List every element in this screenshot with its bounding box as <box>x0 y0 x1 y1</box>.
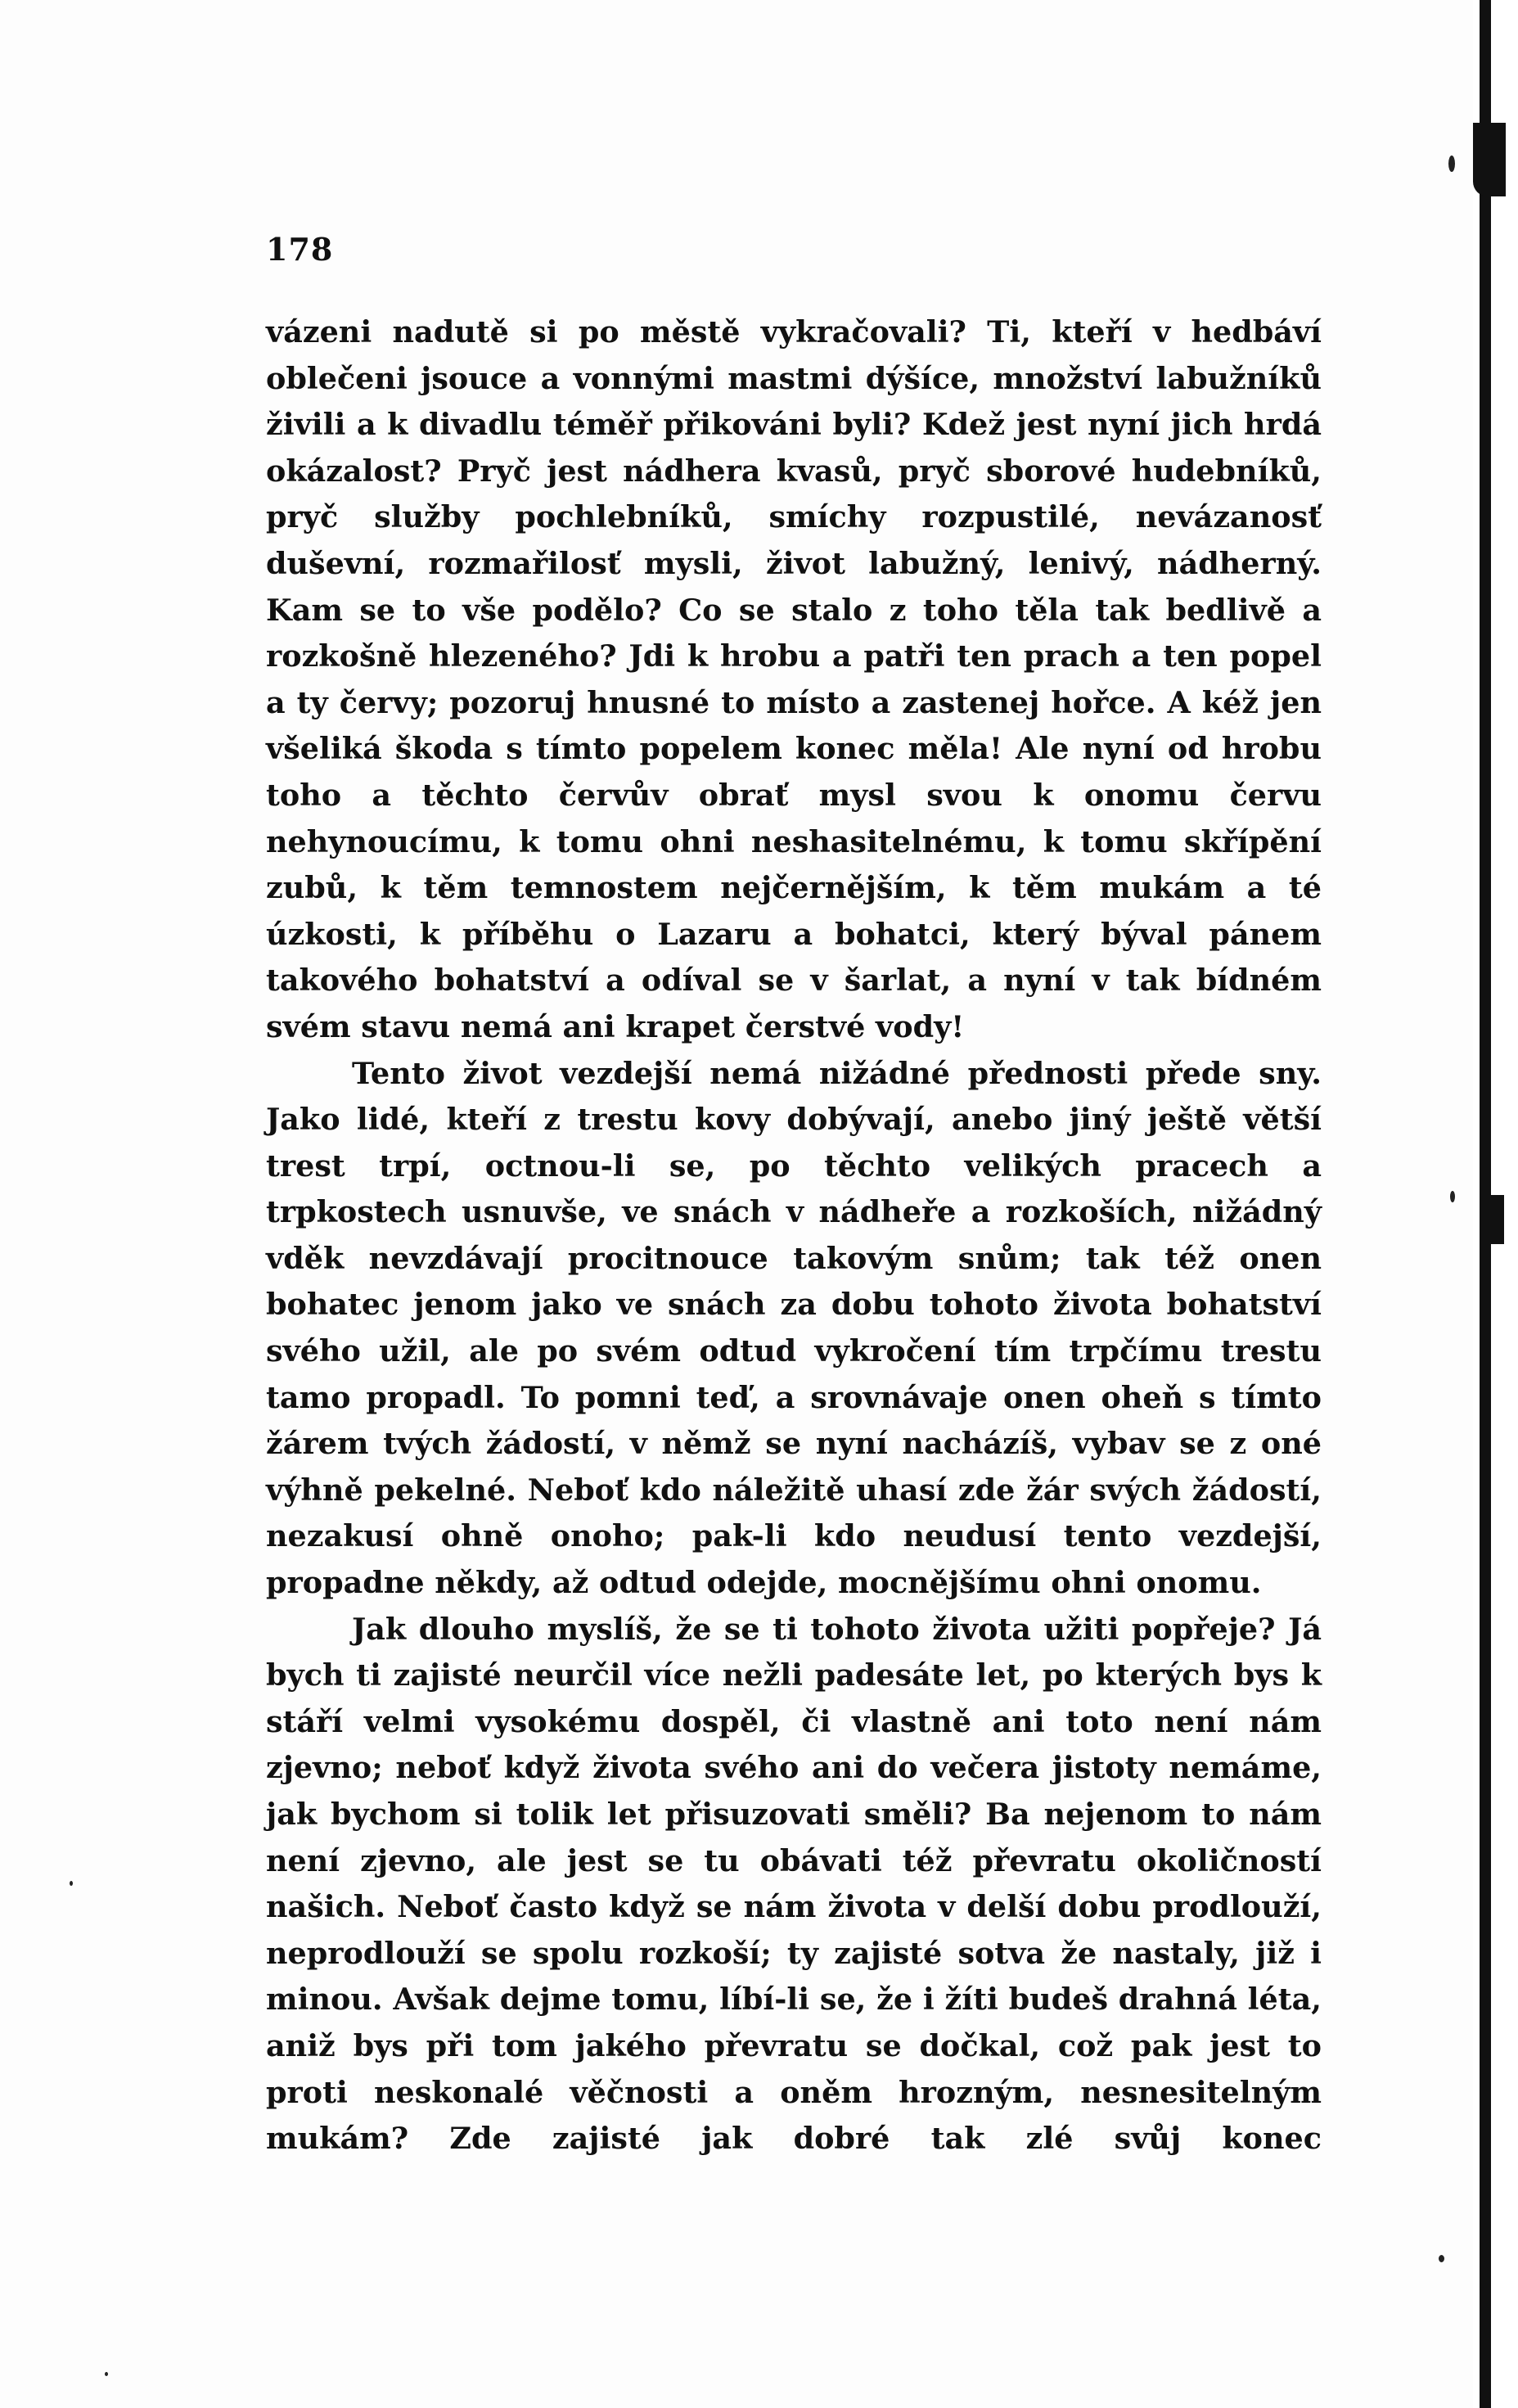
scan-edge-notch-middle <box>1480 1195 1504 1244</box>
page-number: 178 <box>266 231 334 268</box>
scan-edge-notch-top <box>1473 123 1506 196</box>
body-text <box>266 309 1322 2162</box>
scan-speck <box>105 2372 108 2376</box>
paragraph-1: vázeni nadutě si po městě vykračovali? Ti, kteří v hedbáví oblečeni jsouce a vonnými mastmi dýšíce, množství labužníků živili a k divadlu téměř přikováni byli? Kdež jest nyní jich hrdá okázalost? Pryč jest nádhera kvasů, pryč sborové hudebníků, pryč služby pochlebníků, smíchy rozpustilé, nevázanosť duševní, rozmařilosť mysli, život labužný, lenivý, nádherný. Kam se to vše podělo? Co se stalo z toho těla tak bedlivě a rozkošně hlezeného? Jdi k hrobu a patři ten prach a ten popel a ty červy; pozoruj hnusné to místo a zastenej hořce. A kéž jen všeliká škoda s tímto popelem konec měla! Ale nyní od hrobu toho a těchto červův obrať mysl svou k onomu červu nehynoucímu, k tomu ohni neshasitelnému, k tomu skřípění zubů, k těm temnostem nejčernějším, k těm mukám a té úzkosti, k příběhu o Lazaru a bohatci, který býval pánem takového bohatství a odíval se v šarlat, a nyní v tak bídném svém stavu nemá ani krapet čerstvé vody! <box>266 314 1322 1044</box>
scan-speck <box>1439 2255 1444 2262</box>
paragraph-3: Jak dlouho myslíš, že se ti tohoto života užiti popřeje? Já bych ti zajisté neurčil více nežli padesáte let, po kterých bys k stáří velmi vysokému dospěl, či vlastně ani toto není nám zjevno; neboť když života svého ani do večera jistoty nemáme, jak bychom si tolik let přisuzovati směli? Ba nejenom to nám není zjevno, ale jest se tu obávati též převratu okoličností našich. Neboť často když se nám života v delší dobu prodlouží, neprodlouží se spolu rozkoší; ty zajisté sotva že nastaly, již i minou. Avšak dejme tomu, líbí-li se, že i žíti budeš drahná léta, aniž bys při tom jakého převratu se dočkal, což pak jest to proti neskonalé věčnosti a oněm hrozným, nesnesitelným mukám? Zde zajisté jak dobré tak zlé svůj konec <box>266 1611 1322 2157</box>
scan-speck <box>1448 156 1455 172</box>
paragraph-2: Tento život vezdejší nemá nižádné přednosti přede sny. Jako lidé, kteří z trestu kovy dobývají, anebo jiný ještě větší trest trpí, octnou-li se, po těchto velikých pracech a trpkostech usnuvše, ve snách v nádheře a rozkoších, nižádný vděk nevzdávají procitnouce takovým snům; tak též onen bohatec jenom jako ve snách za dobu tohoto života bohatství svého užil, ale po svém odtud vykročení tím trpčímu trestu tamo propadl. To pomni teď, a srovnávaje onen oheň s tímto žárem tvých žádostí, v němž se nyní nacházíš, vybav se z oné výhně pekelné. Neboť kdo náležitě uhasí zde žár svých žádostí, nezakusí ohně onoho; pak-li kdo neudusí tento vezdejší, propadne někdy, až odtud odejde, mocnějšímu ohni onomu. <box>266 1055 1322 1601</box>
scan-speck <box>1450 1191 1455 1202</box>
scan-speck <box>70 1881 73 1886</box>
